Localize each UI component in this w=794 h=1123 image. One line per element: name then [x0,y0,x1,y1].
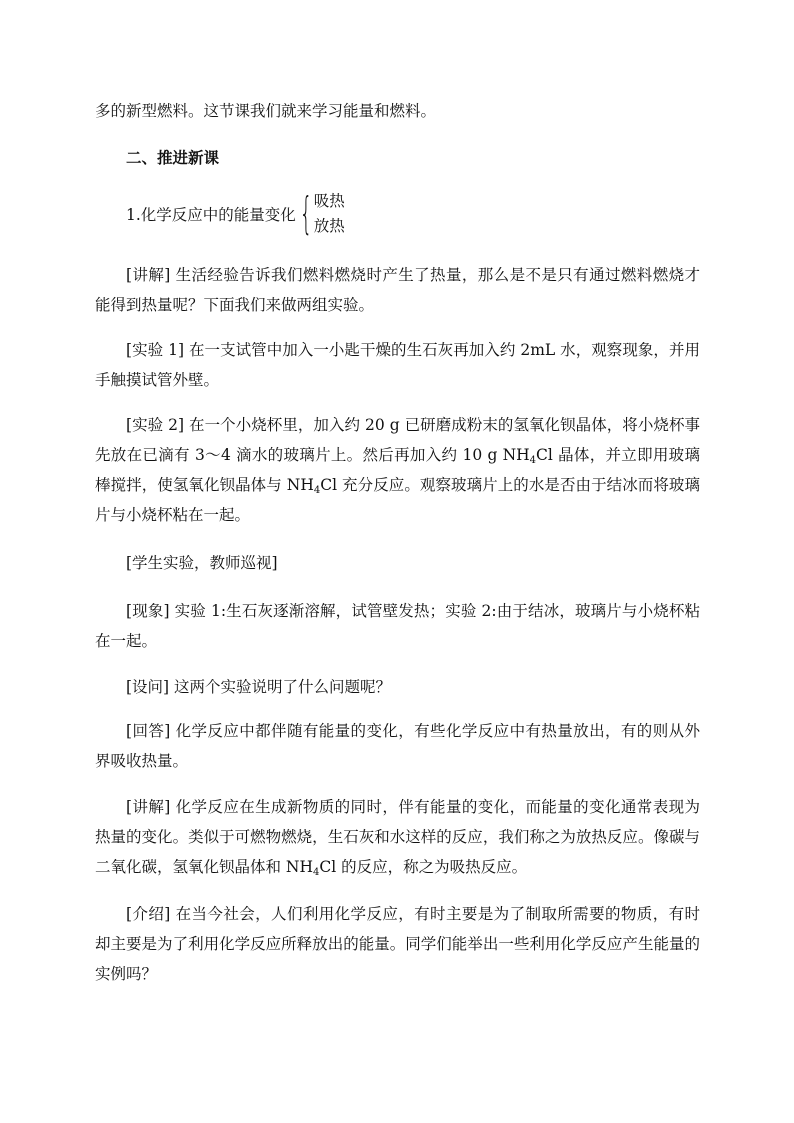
paragraph-lecture-2 [95,792,700,882]
option-absorb-heat: 吸热 [313,192,345,210]
paragraph-answer: [回答] 化学反应中都伴随有能量的变化，有些化学反应中有热量放出，有的则从外界吸收热量。 [95,722,700,770]
paragraph-student-experiment: [学生实验，教师巡视] [126,554,278,572]
lecture-2-text-a: [讲解] 化学反应在生成新物质的同时，伴有能量的变化，而能量的变化通常表现为热量的变化。类似于可燃物燃烧，生石灰和水这样的反应，我们称之为放热反应。像碳与二氧化碳，氢氧化钡晶体和 NH [95,798,700,876]
section-heading: 二、推进新课 [126,149,220,167]
energy-change-options [314,189,345,239]
subscript-4: 4 [313,867,320,878]
paragraph-introduction: [介绍] 在当今社会，人们利用化学反应，有时主要是为了制取所需要的物质，有时却主要是为了利用化学反应所释放出的能量。同学们能举出一些利用化学反应产生能量的实例吗？ [95,905,700,983]
lecture-2-text-b: Cl 的反应，称之为吸热反应。 [319,858,528,876]
curly-brace-icon: { [299,188,313,239]
option-release-heat: 放热 [313,217,345,235]
experiment-2-text-a: [实验 2] 在一个小烧杯里，加入约 20 g 已研磨成粉末的氢氧化钡晶体，将小烧杯事先放在已滴有 3～4 滴水的玻璃片上。然后再加入约 10 g NH [95,416,700,464]
subscript-4: 4 [529,455,537,466]
paragraph-lecture-1: [讲解] 生活经验告诉我们燃料燃烧时产生了热量，那么是不是只有通过燃料燃烧才能得到热量呢？下面我们来做两组实验。 [95,266,700,314]
paragraph-experiment-1: [实验 1] 在一支试管中加入一小匙干燥的生石灰再加入约 2mL 水，观察现象，并用手触摸试管外壁。 [95,341,700,389]
experiment-2-text-c: Cl 充分反应。观察玻璃片上的水是否由于结冰而将玻璃片与小烧杯粘在一起。 [95,476,701,524]
experiment-2-text-b: Cl 晶体，并立即用玻璃棒搅拌，使氢氧化钡晶体与 NH [95,446,700,494]
paragraph-intro-tail: 多的新型燃料。这节课我们就来学习能量和燃料。 [95,102,437,120]
energy-change-line [126,188,345,240]
paragraph-experiment-2 [95,410,700,530]
paragraph-question: [设问] 这两个实验说明了什么问题呢？ [126,678,392,696]
paragraph-phenomenon: [现象] 实验 1:生石灰逐渐溶解，试管壁发热；实验 2:由于结冰，玻璃片与小烧杯粘在一起。 [95,602,700,650]
subscript-4: 4 [313,485,321,496]
energy-change-label: 1.化学反应中的能量变化 [126,206,296,224]
